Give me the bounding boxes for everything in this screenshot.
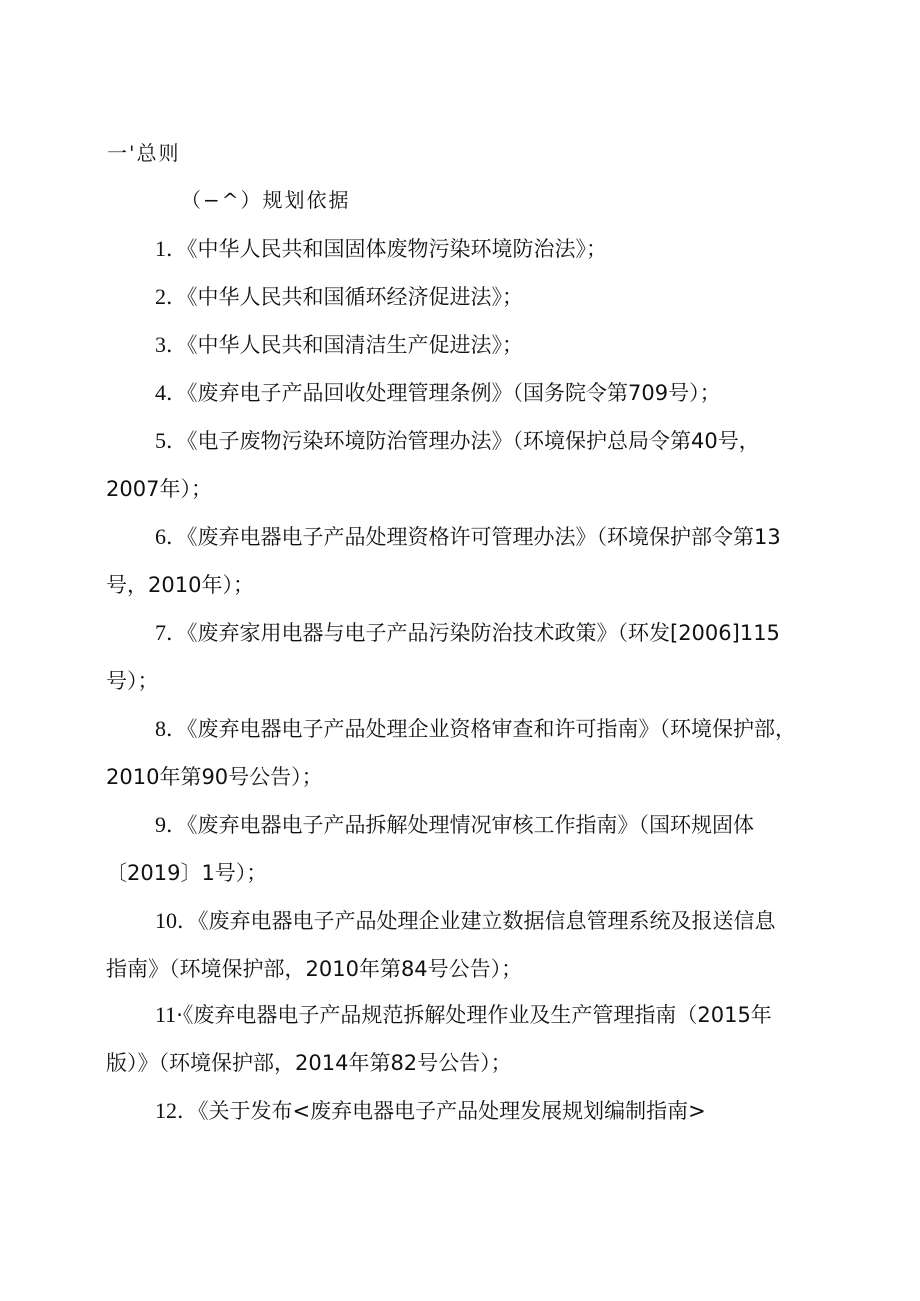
item-number: 1	[155, 236, 166, 261]
list-item-5-continuation: 2007年）；	[106, 477, 212, 501]
list-item-7-continuation: 号）；	[106, 669, 159, 693]
list-item-3	[155, 330, 523, 360]
item-text: ．《中华人民共和国清洁生产促进法》；	[166, 333, 523, 357]
list-item-9-continuation: 〔2019〕1号）；	[106, 861, 268, 885]
item-text: ．《废弃电器电子产品处理资格许可管理办法》（环境保护部令第13	[166, 525, 781, 549]
item-number: 3	[155, 332, 166, 357]
section-subtitle: （−^）规划依据	[181, 188, 351, 212]
item-number: 6	[155, 524, 166, 549]
item-number: 5	[155, 428, 166, 453]
item-text: ·《废弃电器电子产品规范拆解处理作业及生产管理指南（2015年	[176, 1003, 772, 1027]
list-item-11	[155, 1000, 772, 1030]
item-text: ．《废弃电子产品回收处理管理条例》（国务院令第709号）；	[166, 381, 721, 405]
list-item-11-continuation: 版）》（环境保护部，2014年第82号公告）；	[106, 1051, 512, 1075]
list-item-6-continuation: 号，2010年）；	[106, 573, 254, 597]
list-item-10	[155, 906, 776, 936]
item-number: 9	[155, 812, 166, 837]
list-item-8	[155, 714, 796, 744]
item-text: ．《废弃电器电子产品拆解处理情况审核工作指南》（国环规固体	[166, 813, 754, 837]
item-number: 7	[155, 620, 166, 645]
item-text: ．《中华人民共和国循环经济促进法》；	[166, 285, 523, 309]
list-item-1	[155, 234, 607, 264]
item-text: ．《废弃电器电子产品处理企业资格审查和许可指南》（环境保护部，	[166, 717, 796, 741]
item-number: 8	[155, 716, 166, 741]
section-title: 一'总则	[107, 141, 181, 165]
list-item-2	[155, 282, 523, 312]
list-item-8-continuation: 2010年第90号公告）；	[106, 765, 323, 789]
list-item-4	[155, 378, 721, 408]
list-item-7	[155, 618, 780, 648]
item-text: ．《废弃电器电子产品处理企业建立数据信息管理系统及报送信息	[177, 909, 776, 933]
item-text: ．《关于发布<废弃电器电子产品处理发展规划编制指南>	[177, 1099, 706, 1123]
item-text: ．《电子废物污染环境防治管理办法》（环境保护总局令第40号，	[166, 429, 760, 453]
list-item-9	[155, 810, 754, 840]
list-item-10-continuation: 指南》（环境保护部，2010年第84号公告）；	[106, 957, 523, 981]
list-item-5	[155, 426, 760, 456]
item-number: 4	[155, 380, 166, 405]
item-text: ．《废弃家用电器与电子产品污染防治技术政策》（环发[2006]115	[166, 621, 780, 645]
item-text: ．《中华人民共和国固体废物污染环境防治法》；	[166, 237, 607, 261]
item-number: 2	[155, 284, 166, 309]
item-number: 11	[155, 1002, 177, 1027]
list-item-12	[155, 1096, 706, 1126]
item-number: 10	[155, 908, 177, 933]
list-item-6	[155, 522, 781, 552]
item-number: 12	[155, 1098, 177, 1123]
